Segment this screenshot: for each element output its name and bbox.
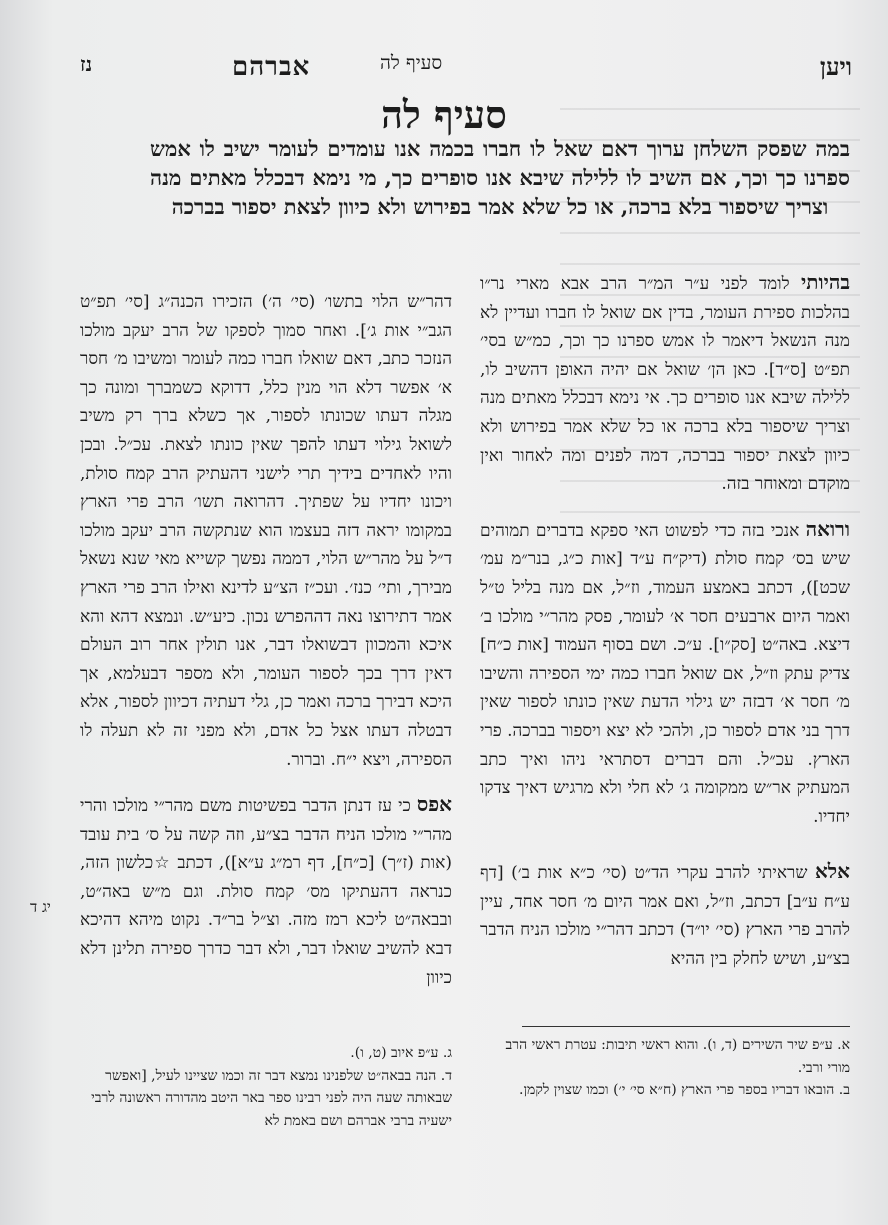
footnote: ד. הנה בבאה״ט שלפנינו נמצא דבר זה וכמו שציינו לעיל, [ואפשר שבאותה שעה היה לפני רבינו ספר באר היטב מהדורה ראשונה לרבי ישעיה ברבי אברהם ושם באמת לא: [91, 1067, 452, 1129]
paragraph: [80, 790, 452, 992]
lead-word: אלא: [814, 859, 850, 884]
right-column: [480, 268, 850, 974]
running-head-section: סעיף לה: [380, 52, 443, 74]
paragraph: [480, 857, 850, 973]
running-head-right: ויען: [819, 52, 852, 81]
paragraph: [480, 515, 850, 832]
footnote: ב. הובאו דבריו בספר פרי הארץ (ח״א סי׳ י׳) וכמו שצוין לקמן.: [519, 1082, 850, 1098]
running-head-title: אברהם: [232, 52, 311, 82]
lead-word: אפס: [416, 792, 452, 817]
paragraph-text: לומד לפני ע״ר המ״ר הרב אבא מארי נר״ו בהלכות ספירת העומר, בדין אם שואל לו חברו ועדיין לא מנה הנשאל דיאמר לו אמש ספרנו כך וכך, כמ״ש בסי׳ תפ״ט [ס״ד]. כאן הן׳ שואל אם יהיה האופן דהשיב לו, ללילה שיבא אנו סופרים כך. אי נימא דבכלל מאתים מנה וצריך שיספור בלא ברכה או כל שלא אמר בפירוש ולא כיוון לצאת יספור בברכה, דמה לפנים ומה לאחור ואין מוקדם ומאוחר בזה.: [480, 274, 850, 495]
paragraph-text: דהר״ש הלוי בתשו׳ (סי׳ ה׳) הזכירו הכנה״ג [סי׳ תפ״ט הגב״י אות ג׳]. ואחר סמוך לספקו של הרב יעקב מולכו הנזכר כתב, דאם שואלו חברו כמה לעומר ומשיבו מ׳ חסר א׳ אפשר דלא הוי מנין כלל, דדוקא כשמברך ומונה כך מגלה דעתו שכונתו לספור, אך כשלא ברך רק משיב לשואל גילוי דעתו להפך שאין כונתו לצאת. עכ״ל. ובכן והיו לאחדים בידיך תרי לישני דהעתיק הרב קמח סולת, ויכונו יחדיו על שפתיך. דהרואה תשו׳ הרב פרי הארץ במקומו יראה דזה בעצמו הוא שנתקשה הרב יעקב מולכו ד״ל על מהר״ש הלוי, דממה נפשך קשייא מאי שנא נשאל מבירך, ותי׳ כנז׳. ועכ״ז הצ״ע לדינא ואילו הרב פרי הארץ אמר דתירוצו נאה דההפרש נכון. כיע״ש. ונמצא דהא והא איכא והמכוון דבשואלו דבר, אנו תולין אחר רוב העולם דאין דרך בכך לספור העומר, ולא מספר דבעלמא, אך היכא דבירך ברכה ואמר כן, גלי דעתיה דכיוון לספור, אלא דבטלה דעתו אצל כל אדם, ולא מפני זה לא תעלה לו הספירה, ויצא י״ח. וברור.: [80, 292, 452, 770]
page-number: נז: [80, 52, 93, 76]
margin-note: יג ד: [30, 898, 51, 916]
paragraph: [480, 268, 850, 499]
footnote-divider: [522, 1026, 850, 1027]
footnote: א. ע״פ שיר השירים (ד, ו). והוא ראשי תיבות: עטרת ראשי הרב מורי ורבי.: [505, 1037, 850, 1076]
paragraph-text: כי עז דנתן הדבר בפשיטות משם מהר״י מולכו והרי מהר״י מולכו הניח הדבר בצ״ע, וזה קשה על ס׳ בית עובד (אות (ז״ך) [כ״ח], דף רמ״ג ע״א]), דכתב ☆כלשון הזה, כנראה דהעתיקו מס׳ קמח סולת. וגם מ״ש באה״ט, ובבאה״ט ליכא רמז מזה. וצ״ל בר״ד. נקוט מיהא דהיכא דבא להשיב שואלו דבר, ולא דבר כדרך ספירה תלינן דלא כיוון: [80, 796, 452, 988]
footnotes-left: [80, 1042, 452, 1132]
section-intro: במה שפסק השלחן ערוך דאם שאל לו חברו בכמה אנו עומדים לעומר ישיב לו אמש ספרנו כך וכך, אם השיב לו ללילה שיבא אנו סופרים כך, מי נימא דבכלל מאתים מנה וצריך שיספור בלא ברכה, או כל שלא אמר בפירוש ולא כיוון לצאת יספור בברכה: [150, 136, 850, 219]
left-column: [80, 286, 452, 992]
lead-word: ורואה: [805, 516, 850, 541]
paragraph: [80, 286, 452, 774]
footnotes-right: [482, 1034, 850, 1102]
section-title: סעיף לה: [381, 92, 507, 137]
lead-word: בהיותי: [801, 270, 850, 294]
paragraph-text: שראיתי להרב עקרי הד״ט (סי׳ כ״א אות ב׳) [דף ע״ח ע״ב] דכתב, וז״ל, ואם אמר היום מ׳ חסר אחד, עיין להרב פרי הארץ (סי׳ יו״ד) דכתב דהר״י מולכו הניח הדבר בצ״ע, ושיש לחלק בין ההיא: [480, 863, 850, 970]
footnote: ג. ע״פ איוב (ט, ו).: [350, 1045, 452, 1061]
paragraph-text: אנכי בזה כדי לפשוט האי ספקא בדברים תמוהים שיש בס׳ קמח סולת (דיק״ח ע״ד [אות כ״ג, בנר״מ עמ׳ שכט]), דכתב באמצע העמוד, וז״ל, אם מנה בליל ט״ל ואמר היום ארבעים חסר א׳ לעומר, פסק מהר״י מולכו ב׳ דיצא. באה״ט [סק״ו]. ע״כ. ושם בסוף העמוד [אות כ״ח] צדיק עתק וז״ל, אם שואל חברו כמה ימי הספירה והשיבו מ׳ חסר א׳ דבזה יש גילוי הדעת שאין כונתו לספור שאין דרך בני אדם לספור כן, ולהכי לא יצא ויספור בברכה. פרי הארץ. עכ״ל. והם דברים דסתראי ניהו ואיך כתב המעתיק אר״ש ממקומה ג׳ לא חלי ולא מרגיש דאיך צדקו יחדיו.: [480, 520, 850, 827]
